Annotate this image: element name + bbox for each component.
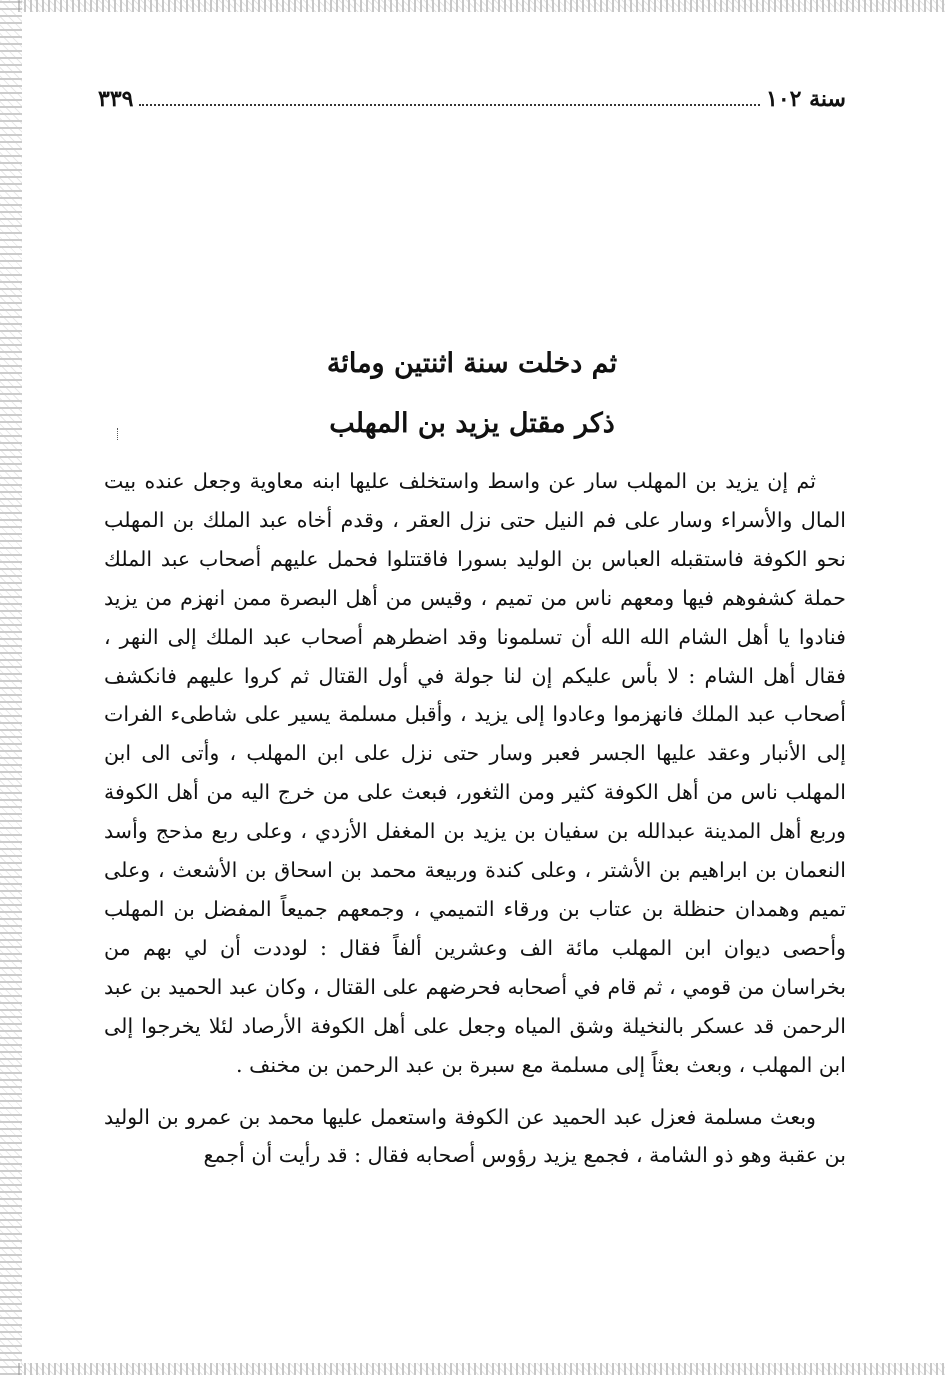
decorative-border-top	[18, 0, 945, 12]
decorative-border-bottom	[18, 1363, 945, 1375]
running-head-year: سنة ١٠٢	[766, 86, 846, 112]
paragraph-2: وبعث مسلمة فعزل عبد الحميد عن الكوفة واستعمل عليها محمد بن عمرو بن الوليد بن عقبة وهو ذو الشامة ، فجمع يزيد رؤوس أصحابه فقال : قد رأيت أن أجمع	[104, 1104, 846, 1168]
decorative-border-left	[0, 0, 22, 1375]
section-heading: ذكر مقتل يزيد بن المهلب	[329, 408, 615, 439]
paragraph-1: ثم إن يزيد بن المهلب سار عن واسط واستخلف عليها ابنه معاوية وجعل عنده بيت المال والأسراء وسار على فم النيل حتى نزل العقر ، وقدم أخاه عبد الملك بن المهلب نحو الكوفة فاستقبله العباس بن الوليد بسورا فاقتتلوا فحمل عليهم أصحاب عبد الملك حملة كشفوهم فيها ومعهم ناس من تميم ، وقيس من أهل البصرة ممن انهزم من يزيد فنادوا يا أهل الشام الله الله أن تسلمونا وقد اضطرهم أصحاب عبد الملك إلى النهر ، فقال أهل الشام : لا بأس عليكم إن لنا جولة في أول القتال ثم كروا عليهم فانكشف أصحاب عبد الملك فانهزموا وعادوا إلى يزيد ، وأقبل مسلمة يسير على شاطىء الفرات إلى الأنبار وعقد عليها الجسر فعبر وسار حتى نزل على ابن المهلب ، وأتى الى ابن المهلب ناس من أهل الكوفة كثير ومن الثغور، فبعث على من خرج اليه من أهل الكوفة وربع أهل المدينة عبدالله بن سفيان بن يزيد بن المغفل الأزدي ، وعلى ربع مذحج وأسد النعمان بن ابراهيم بن الأشتر ، وعلى كندة وربيعة محمد بن اسحاق بن الأشعث ، وعلى تميم وهمدان حنظلة بن عتاب بن ورقاء التميمي ، وجمعهم جميعاً المفضل بن المهلب وأحصى ديوان ابن المهلب مائة الف وعشرين ألفاً فقال : لوددت أن لي بهم من بخراسان من قومي ، ثم قام في أصحابه فحرضهم على القتال ، وكان عبد الحميد بن عبد الرحمن قد عسكر بالنخيلة وشق المياه وجعل على أهل الكوفة الأرصاد لئلا يخرجوا إلى ابن المهلب ، وبعث بعثاً إلى مسلمة مع سبرة بن عبد الرحمن بن مخنف .	[104, 469, 846, 1077]
page-number: ٣٣٩	[98, 86, 134, 112]
running-head	[98, 82, 846, 112]
chapter-heading: ثم دخلت سنة اثنتين ومائة	[326, 348, 618, 379]
running-head-leader-dots	[139, 104, 760, 106]
body-text	[104, 462, 846, 1175]
